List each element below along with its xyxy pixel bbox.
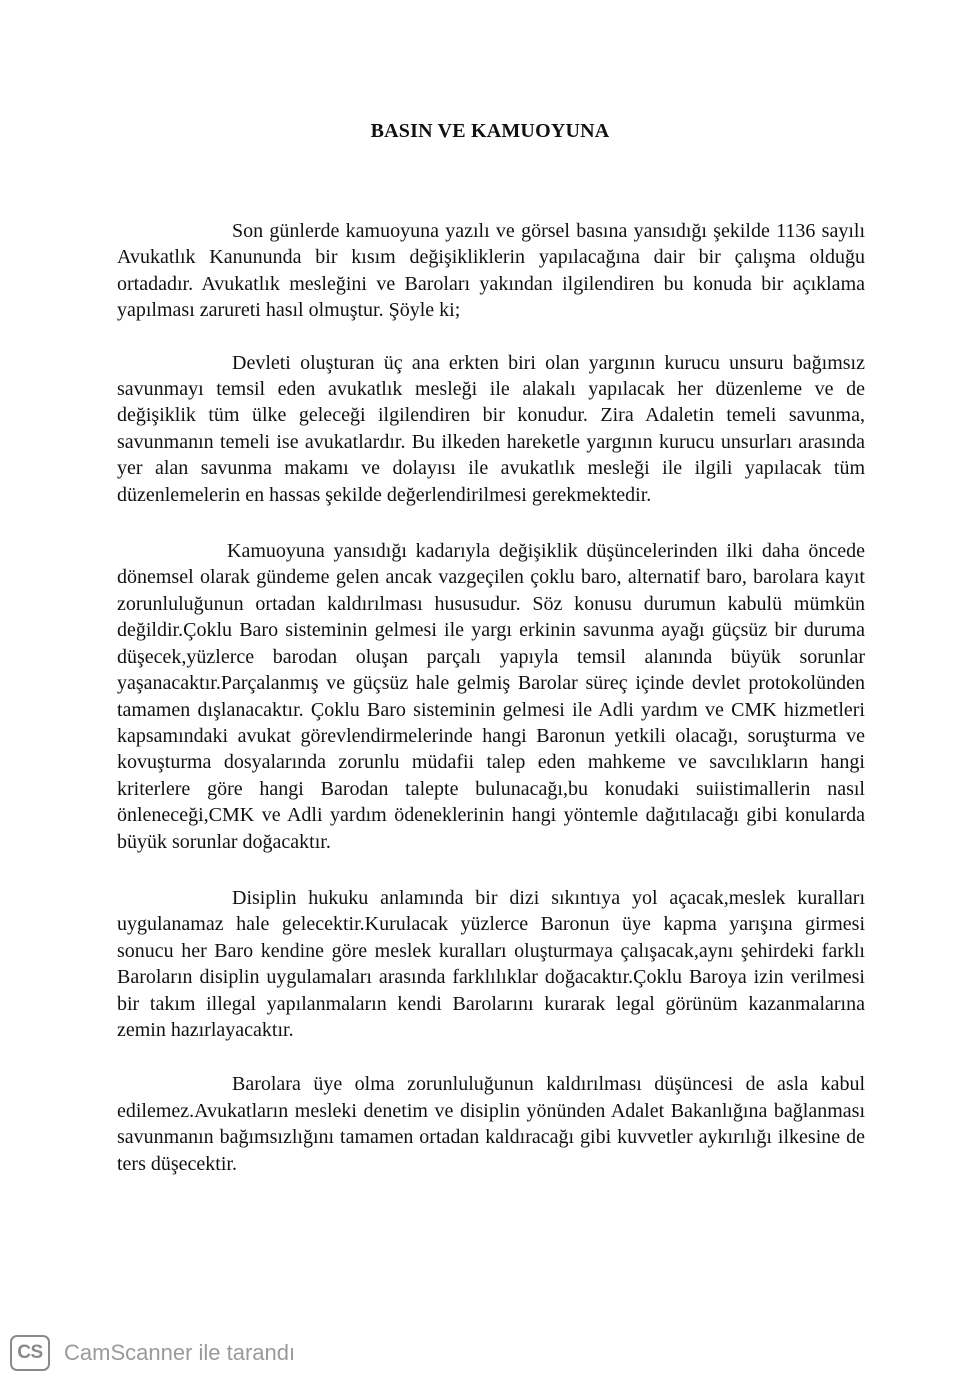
paragraph-intro: Son günlerde kamuoyuna yazılı ve görsel basına yansıdığı şekilde 1136 sayılı Avukatlık Kanununda bir kısım değişikliklerin yapılacağına dair bir çalışma olduğu ortadadır. Avukatlık mesleğini ve Baroları yakından ilgilendiren bu konuda bir açıklama yapılması zarureti hasıl olmuştur. Şöyle ki; [117, 220, 865, 322]
paragraph-multiple-bars: Kamuoyuna yansıdığı kadarıyla değişiklik düşüncelerinden ilki daha öncede dönemsel olarak gündeme gelen ancak vazgeçilen çoklu baro, alternatif baro, barolara kayıt zorunluluğunun ortadan kaldırılması hususudur. Söz konusu durumun kabulü mümkün değildir.Çoklu Baro sisteminin gelmesi ile yargı erkinin savunma ayağı güçsüz bir duruma düşecek,yüzlerce barodan oluşan parçalı yapıyla temsil alanında büyük sorunlar yaşanacaktır.Parçalanmış ve güçsüz hale gelmiş Barolar süreç içinde devlet protokolünden tamamen dışlanacaktır. Çoklu Baro sisteminin gelmesi ile Adli yardım ve CMK hizmetleri kapsamındaki avukat görevlendirmelerinde hangi Baronun yetkili olacağı, soruşturma ve kovuşturma dosyalarında zorunlu müdafii talep eden mahkeme ve savcılıkların hangi kriterlere göre hangi Barodan talepte bulunacağı,bu konudaki suiistimallerin nasıl önleneceği,CMK ve Adli yardım ödeneklerinin hangi yöntemle dağıtılacağı gibi konularda büyük sorunlar doğacaktır. [117, 540, 865, 853]
scanner-label: CamScanner ile tarandı [64, 1340, 296, 1365]
page-title: BASIN VE KAMUOYUNA [370, 120, 610, 142]
scanner-watermark [10, 1333, 295, 1373]
paragraph-judiciary: Devleti oluşturan üç ana erkten biri olan yargının kurucu unsuru bağımsız savunmayı temsil eden avukatlık mesleği ile alakalı yapılacak her düzenleme ve de değişiklik tüm ülke geleceği ilgilendiren bir konudur. Zira Adaletin temeli savunma, savunmanın temeli ise avukatlardır. Bu ilkeden hareketle yargının kurucu unsurları arasında yer alan savunma makamı ve dolayısı ile avukatlık mesleği ile ilgili yapılacak tüm düzenlemelerin en hassas şekilde değerlendirilmesi gerekmektedir. [117, 351, 865, 506]
camscanner-logo-icon: CS [10, 1335, 50, 1371]
paragraph-membership: Barolara üye olma zorunluluğunun kaldırılması düşüncesi de asla kabul edilemez.Avukatların mesleki denetim ve disiplin yönünden Adalet Bakanlığına bağlanması savunmanın bağımsızlığını tamamen ortadan kaldıracağı gibi kuvvetler aykırılığı ilkesine de ters düşecektir. [117, 1073, 865, 1175]
paragraph-discipline: Disiplin hukuku anlamında bir dizi sıkıntıya yol açacak,meslek kuralları uygulanamaz hale gelecektir.Kurulacak yüzlerce Baronun üye kapma yarışına girmesi sonucu her Baro kendine göre meslek kuralları oluşturmaya çalışacak,aynı şehirdeki farklı Baroların disiplin uygulamaları arasında farklılıklar doğacaktır.Çoklu Baroya izin verilmesi bir takım illegal yapılanmaların kendi Barolarını kurarak legal görünüm kazanmalarına zemin hazırlayacaktır. [117, 886, 865, 1041]
document-body [117, 218, 865, 1203]
